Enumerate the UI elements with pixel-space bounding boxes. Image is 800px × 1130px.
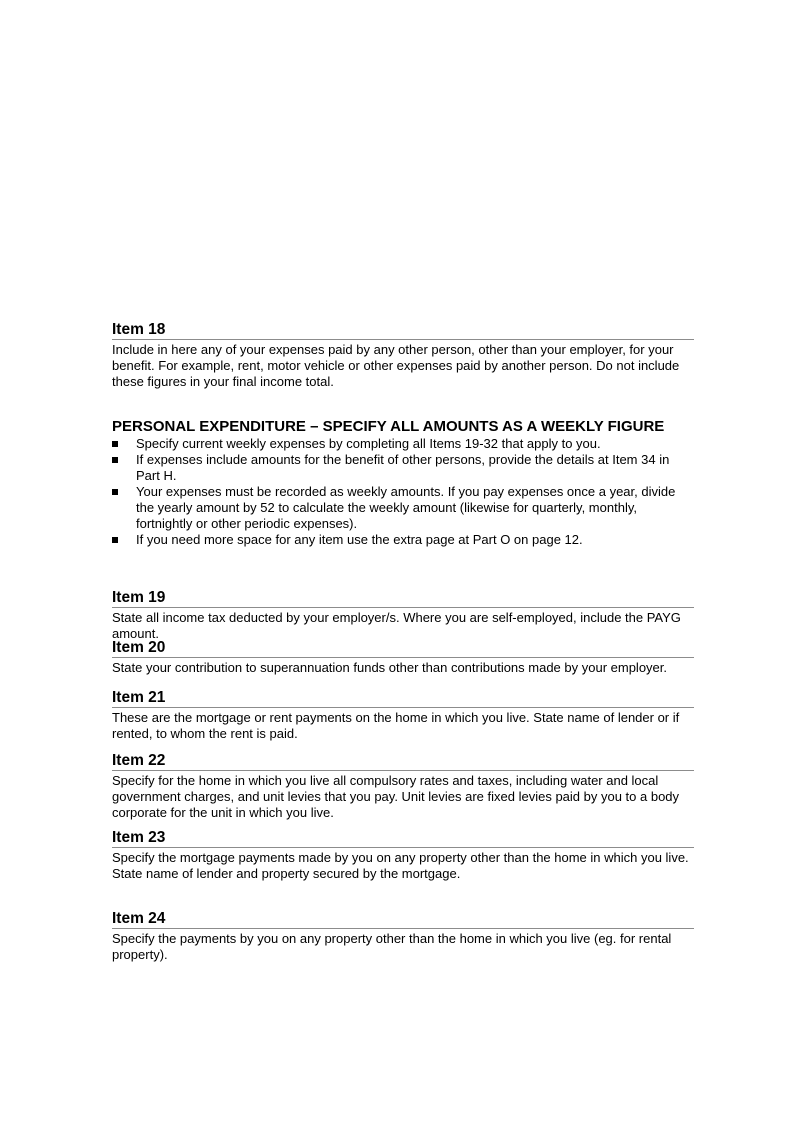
item-19-section: [112, 589, 694, 642]
item-23-text: Specify the mortgage payments made by you on any property other than the home in which you live. State name of lender and property secured by the mortgage.: [112, 850, 689, 881]
item-22-text: Specify for the home in which you live all compulsory rates and taxes, including water and local government charges, and unit levies that you pay. Unit levies are fixed levies paid by you to a body corporate for the unit in which you live.: [112, 773, 680, 820]
personal-expenditure-heading: PERSONAL EXPENDITURE – SPECIFY ALL AMOUNTS AS A WEEKLY FIGURE: [112, 418, 665, 435]
bullet-square-icon: [112, 441, 118, 447]
item-23-section: [112, 829, 694, 882]
item-20-section: [112, 639, 694, 676]
item-24-section: [112, 910, 694, 963]
item-21-section: [112, 689, 694, 742]
bullet-text: If expenses include amounts for the benefit of other persons, provide the details at Item 34 in Part H.: [136, 452, 670, 483]
item-24-title: Item 24: [112, 910, 694, 929]
item-18-section: [112, 321, 694, 390]
item-22-section: [112, 752, 694, 821]
bullet-square-icon: [112, 457, 118, 463]
item-19-text: State all income tax deducted by your employer/s. Where you are self-employed, include the PAYG amount.: [112, 610, 681, 641]
item-23-title: Item 23: [112, 829, 694, 848]
item-21-text: These are the mortgage or rent payments on the home in which you live. State name of lender or if rented, to whom the rent is paid.: [112, 710, 680, 741]
list-item: [112, 436, 694, 452]
bullet-text: If you need more space for any item use the extra page at Part O on page 12.: [136, 532, 583, 547]
item-20-title: Item 20: [112, 639, 694, 658]
personal-expenditure-list: [112, 436, 694, 548]
item-24-text: Specify the payments by you on any property other than the home in which you live (eg. for rental property).: [112, 931, 672, 962]
item-20-text: State your contribution to superannuation funds other than contributions made by your employer.: [112, 660, 668, 675]
personal-expenditure-section: [112, 418, 694, 548]
list-item: [112, 452, 694, 484]
bullet-text: Your expenses must be recorded as weekly amounts. If you pay expenses once a year, divide the yearly amount by 52 to calculate the weekly amount (likewise for quarterly, monthly, fortnightly or other periodic expenses).: [136, 484, 676, 531]
item-21-title: Item 21: [112, 689, 694, 708]
bullet-text: Specify current weekly expenses by completing all Items 19-32 that apply to you.: [136, 436, 601, 451]
list-item: [112, 532, 694, 548]
bullet-square-icon: [112, 537, 118, 543]
item-18-text: Include in here any of your expenses paid by any other person, other than your employer, for your benefit. For example, rent, motor vehicle or other expenses paid by another person. Do not include these figures in your final income total.: [112, 342, 680, 389]
item-18-title: Item 18: [112, 321, 694, 340]
list-item: [112, 484, 694, 532]
item-19-title: Item 19: [112, 589, 694, 608]
bullet-square-icon: [112, 489, 118, 495]
item-22-title: Item 22: [112, 752, 694, 771]
